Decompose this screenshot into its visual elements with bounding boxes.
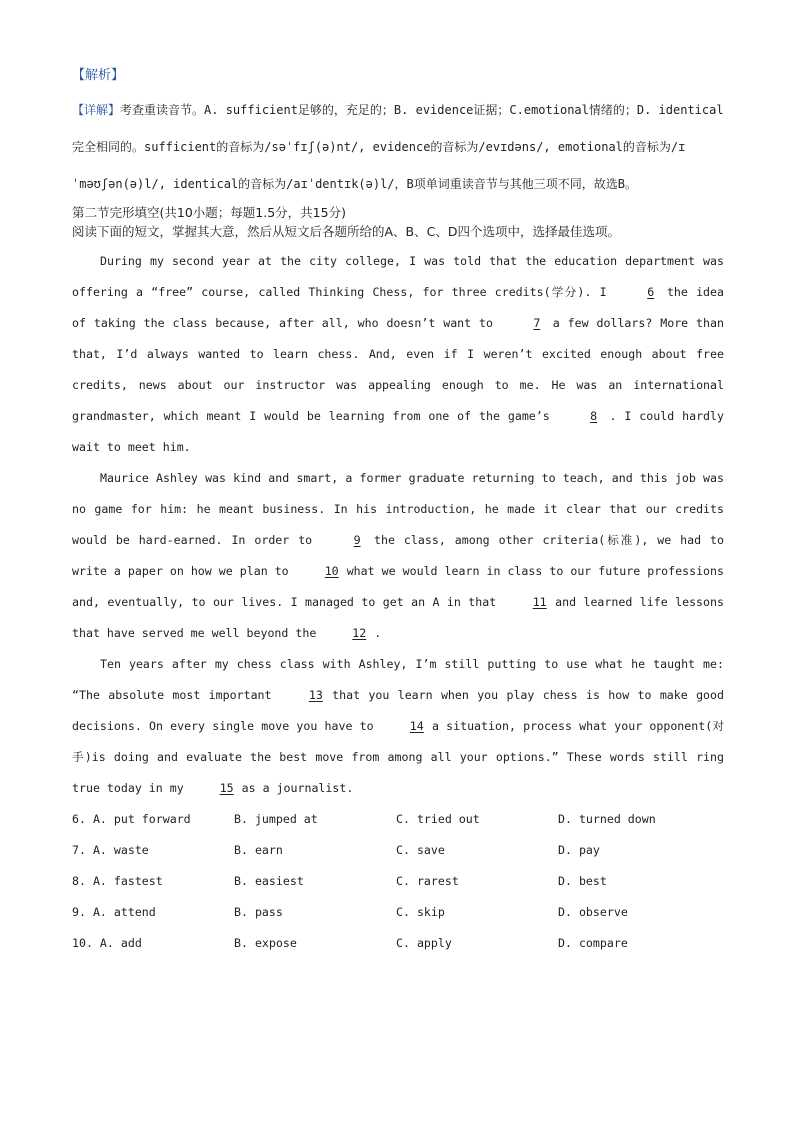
blank-15: 15 (219, 781, 234, 795)
option-a: 9. A. attend (72, 905, 156, 919)
option-a: 8. A. fastest (72, 874, 163, 888)
question-row-8 (72, 866, 724, 897)
blank-6: 6 (647, 285, 655, 299)
option-b: B. earn (234, 843, 283, 857)
analysis-heading: 【解析】 (72, 68, 125, 83)
instruction: 阅读下面的短文，掌握其大意，然后从短文后各题所给的A、B、C、D四个选项中，选择最佳选项。 (72, 224, 620, 239)
blank-11: 11 (532, 595, 547, 609)
blank-10: 10 (324, 564, 339, 578)
option-d: D. best (558, 874, 607, 888)
option-d: D. turned down (558, 812, 656, 826)
option-c: C. save (396, 843, 445, 857)
question-row-10 (72, 928, 724, 959)
page-content (72, 66, 724, 959)
cloze-passage (72, 246, 724, 804)
passage-paragraph-3: Ten years after my chess class with Ashley, I’m still putting to use what he taught me: “The absolute most important 13 that you learn when you play chess is how to make good decisions. On every single move you have to 14 a situation, process what your opponent(对手)is doing and evaluate the best move from among all your options.” These words still ring true today in my 15 as a journalist. (72, 649, 724, 804)
blank-12: 12 (352, 626, 367, 640)
question-row-7 (72, 835, 724, 866)
question-options (72, 804, 724, 959)
passage-paragraph-2: Maurice Ashley was kind and smart, a former graduate returning to teach, and this job was no game for him: he meant business. In his introduction, he made it clear that our credits would be hard-earned. In order to 9 the class, among other criteria(标准), we had to write a paper on how we plan to 10 what we would learn in class to our future professions and, eventually, to our lives. I managed to get an A in that 11 and learned life lessons that have served me well beyond the 12 . (72, 463, 724, 649)
question-row-9 (72, 897, 724, 928)
detail-text: 考查重读音节。A. sufficient足够的，充足的；B. evidence证据；C.emotional情绪的；D. identical完全相同的。sufficient的音标为/səˈfɪʃ(ə)nt/, evidence的音标为/evɪdəns/, emotional的音标为/ɪˈməʊʃən(ə)l/, identical的音标为/aɪˈdentɪk(ə)l/，B项单词重读音节与其他三项不同，故选B。 (72, 103, 724, 191)
blank-14: 14 (409, 719, 424, 733)
option-c: C. rarest (396, 874, 459, 888)
question-row-6 (72, 804, 724, 835)
option-b: B. jumped at (234, 812, 318, 826)
option-d: D. observe (558, 905, 628, 919)
option-b: B. expose (234, 936, 297, 950)
option-a: 7. A. waste (72, 843, 149, 857)
option-b: B. pass (234, 905, 283, 919)
passage-paragraph-1: During my second year at the city college, I was told that the education department was offering a “free” course, called Thinking Chess, for three credits(学分). I 6 the idea of taking the class because, after all, who doesn’t want to 7 a few dollars? More than that, I’d always wanted to learn chess. And, even if I weren’t excited enough about free credits, news about our instructor was appealing enough to me. He was an international grandmaster, which meant I would be learning from one of the game’s 8 . I could hardly wait to meet him. (72, 254, 724, 454)
option-c: C. skip (396, 905, 445, 919)
option-b: B. easiest (234, 874, 304, 888)
detail-label: 【详解】 (72, 103, 121, 117)
option-c: C. tried out (396, 812, 480, 826)
detail-paragraph (72, 92, 724, 203)
option-c: C. apply (396, 936, 452, 950)
option-d: D. pay (558, 843, 600, 857)
blank-8: 8 (590, 409, 598, 423)
blank-7: 7 (533, 316, 541, 330)
blank-9: 9 (353, 533, 361, 547)
option-d: D. compare (558, 936, 628, 950)
option-a: 6. A. put forward (72, 812, 191, 826)
option-a: 10. A. add (72, 936, 142, 950)
blank-13: 13 (308, 688, 323, 702)
section-title: 第二节完形填空(共10小题；每题1.5分，共15分) (72, 205, 346, 220)
